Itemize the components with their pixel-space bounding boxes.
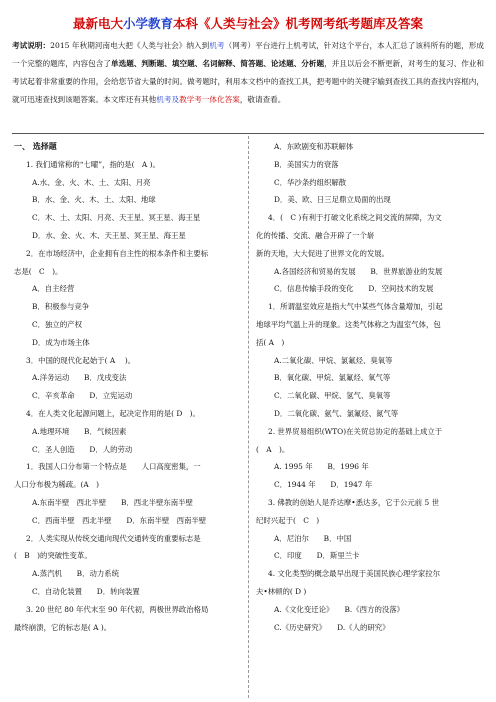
- left-line-6: 2．在市场经济中，企业拥有自主性的根本条件和主要标: [26, 248, 209, 258]
- right-line-0: A．东欧剧变和苏联解体: [274, 142, 354, 151]
- left-line-5: D．水、金、火、木、天王星、冥王星、海王星: [32, 230, 186, 240]
- left-line-24: A.蒸汽机 B．动力系统: [32, 569, 120, 579]
- right-line-20: 3. 佛教的创始人是乔达摩•悉达多，它于公元前 5 世: [268, 497, 439, 507]
- left-line-2: A.水、金、火、木、土、太阳、月亮: [32, 177, 151, 187]
- right-line-14: C．二氧化碳、甲烷、氢气、臭氧等: [274, 391, 391, 401]
- right-line-18: A. 1995 年 B．1996 年: [274, 462, 369, 472]
- section-heading: 一、 选择题: [14, 141, 57, 151]
- right-line-25: 夫•林顿的( D ): [256, 586, 307, 596]
- right-line-11: 括( A ): [256, 337, 285, 347]
- right-line-23: C．印度 D．斯里兰卡: [274, 551, 360, 561]
- title-part-2: 小学教育: [122, 16, 173, 31]
- left-line-26: 3. 20 世纪 80 年代末至 90 年代初，两极世界政治格局: [26, 604, 209, 614]
- right-line-13: B．氧化碳、甲烷、氯氟烃、氧气等: [274, 373, 391, 383]
- right-line-22: A．尼泊尔 B．中国: [274, 533, 352, 543]
- section-divider: [12, 133, 484, 134]
- left-line-20: A.东南半壁 西北半壁 B．西北半壁东南半壁: [32, 497, 193, 507]
- intro-keyword-machine: 机考及: [156, 95, 180, 104]
- right-line-15: D．二氧化碳、氨气、氯氟烃、氮气等: [274, 408, 399, 418]
- left-line-7: 志是( C )。: [14, 266, 63, 276]
- right-line-2: C．华沙条约组织解散: [274, 177, 347, 187]
- right-line-16: 2. 世界贸易组织(WTO)在关贸总协定的基础上成立于: [268, 426, 443, 436]
- left-line-23: ( B )的突破性变革。: [14, 551, 92, 561]
- left-column: [14, 138, 242, 636]
- right-line-24: 4. 文化类型的概念最早出现于美国民族心理学家拉尔: [268, 569, 440, 579]
- right-line-1: B．美国实力的衰落: [274, 159, 339, 169]
- instructions-label: 考试说明：: [12, 41, 51, 50]
- right-line-26: A.《文化变迁论》 B.《西方的没落》: [274, 604, 405, 614]
- exam-instructions: [12, 37, 484, 109]
- intro-keyword-integrated: 教学考一体化答案: [179, 95, 240, 104]
- title-part-1: 最新电大: [72, 16, 123, 31]
- left-line-16: A.地理环境 B．气候因素: [32, 426, 127, 436]
- right-line-4: 4．( C )有利于打破文化系统之间交流的屏障，为文: [268, 213, 442, 223]
- right-line-21: 纪时兴起于( C ): [256, 515, 320, 525]
- right-column: [256, 138, 484, 636]
- left-line-14: C．辛亥革命 D．立宪运动: [32, 391, 133, 401]
- right-line-12: A.二氧化碳、甲烷、氯氟烃、臭氧等: [274, 355, 393, 365]
- page-title: [0, 14, 496, 32]
- left-line-3: B．水、金、火、木、土、太阳、地球: [32, 195, 156, 205]
- column-divider: [248, 136, 249, 698]
- left-line-18: 1．我国人口分布第一个特点是 人口高度密集，一: [26, 462, 201, 472]
- left-line-11: D．成为市场主体: [32, 337, 90, 347]
- title-part-3: 本科《人类与社会》机考网考纸考题库及答案: [173, 16, 424, 31]
- intro-keyword-machine-exam: 机考: [209, 41, 225, 50]
- right-line-10: 地球平均气温上升的现象。这类气体称之为温室气体，包: [256, 319, 441, 329]
- left-line-1: 1. 我们通常称的“七曜”，指的是( A )。: [26, 159, 160, 169]
- left-line-15: 4．在人类文化起源问题上，起决定作用的是( D )。: [26, 408, 200, 418]
- right-line-9: 1．所谓温室效应是指大气中某些气体含量增加，引起: [268, 302, 443, 312]
- right-line-7: A.各国经济和贸易的发展 B．世界旅游业的发展: [274, 266, 443, 276]
- right-line-5: 化的传播、交流、融合开辟了一个崭: [256, 230, 375, 240]
- left-line-27: 最终崩溃，它的标志是( A )。: [14, 622, 112, 632]
- left-line-13: A.洋务运动 B．戊戌变法: [32, 373, 127, 383]
- left-line-21: C．西南半壁 西北半壁 D．东南半壁 西南半壁: [32, 515, 207, 525]
- right-line-3: D．美、欧、日三足鼎立局面的出现: [274, 195, 391, 205]
- left-line-9: B．积极参与竞争: [32, 302, 90, 312]
- intro-text-2: （网考）平台进行上机考试，针对这个平台，本人汇总了该科所有的题，形成一个完整的题库，内容包含了: [12, 41, 484, 68]
- right-line-8: C．信息传输手段的变化 D．空间技术的发展: [274, 284, 434, 294]
- left-line-25: C．自动化装置 D．转向装置: [32, 586, 140, 596]
- left-line-17: C．圣人创造 D．人的劳动: [32, 444, 133, 454]
- right-line-6: 新的天地，大大促进了世界文化的发展。: [256, 248, 390, 258]
- intro-question-types: 单选题、判断题、填空题、名词解释、简答题、论述题、分析题: [110, 59, 325, 68]
- left-line-4: C．木、土、太阳、月亮、天王星、冥王星、海王星: [32, 213, 201, 223]
- right-line-19: C．1944 年 D．1947 年: [274, 480, 373, 490]
- right-line-17: ( A )。: [256, 444, 290, 454]
- left-line-12: 3．中国的现代化起始于( A )。: [26, 355, 136, 365]
- left-line-19: 人口分布极为稀疏。(A ): [14, 480, 100, 490]
- left-line-8: A．自主经营: [32, 284, 75, 294]
- left-line-22: 2．人类实现从传统交通向现代交通转变的重要标志是: [26, 533, 201, 543]
- intro-text-4: ，敬请查看。: [239, 95, 286, 104]
- intro-text-1: 2015 年秋期河南电大把《人类与社会》纳入到: [50, 41, 210, 50]
- left-line-10: C．独立的产权: [32, 319, 82, 329]
- right-line-27: C.《历史研究》 D.《人的研究》: [274, 622, 390, 632]
- intro-text-3: ，并且以后会不断更新，对考生的复习、作业和考试起着非常重要的作用，会给您节省大量的时间。做考题时，利用本文档中的查找工具，把考题中的关键字输到查找工具的查找内容框内，就可迅速查找到该题答案。本文库还有其他: [12, 59, 485, 104]
